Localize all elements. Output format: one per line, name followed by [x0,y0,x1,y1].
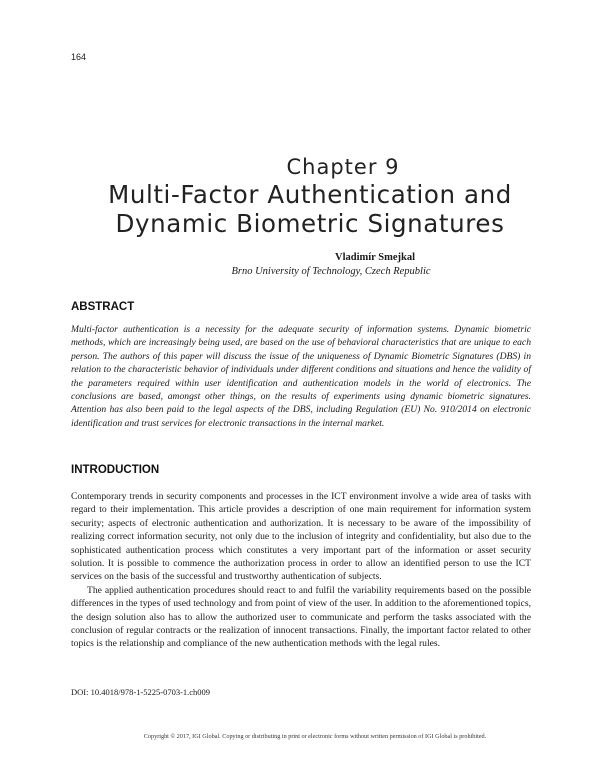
author-name: Vladimír Smejkal [334,252,416,263]
doi: DOI: 10.4018/978-1-5225-0703-1.ch009 [71,687,211,697]
introduction-paragraph-2: The applied authentication procedures should react to and fulfil the variability requirements based on the possible differences in the types of used technology and from point of view of the user. In addition to the aforementioned topics, the design solution also has to allow the authorized user to communicate and perform the tasks associated with the conclusion of regular contracts or the realization of innocent transactions. Finally, the important factor related to other topics is the relationship and compliance of the new authentication methods with the legal rules. [71,584,531,650]
chapter-title-line-2: Dynamic Biometric Signatures [115,209,505,238]
author-affiliation: Brno University of Technology, Czech Republic [231,266,431,277]
chapter-label: Chapter 9 [286,155,400,179]
introduction-paragraph-1: Contemporary trends in security components and processes in the ICT environment involve a wide area of tasks with regard to their implementation. This article provides a description of one main requirement for information system security; aspects of electronic authentication and authorization. It is necessary to be aware of the impossibility of realizing correct information security, not only due to the inclusion of integrity and confidentiality, but also due to the sophisticated authentication process which constitutes a very important part of the information or asset security solution. It is possible to commence the authorization process in order to allow an identified person to use the ICT services on the basis of the successful and trustworthy authentication of subjects. [71,491,531,583]
copyright-notice: Copyright © 2017, IGI Global. Copying or distributing in print or electronic forms without written permission of IGI Global is prohibited. [143,733,487,740]
page-number: 164 [71,52,87,62]
chapter-title-line-1: Multi-Factor Authentication and [108,180,512,209]
abstract-heading: ABSTRACT [71,301,135,313]
introduction-heading: INTRODUCTION [71,464,160,476]
chapter-title [40,180,580,238]
abstract-text: Multi-factor authentication is a necessity for the adequate security of information systems. Dynamic biometric methods, which are increasingly being used, are based on the use of behavioral characteristics that are unique to each person. The authors of this paper will discuss the issue of the uniqueness of Dynamic Biometric Signatures (DBS) in relation to the characteristic behavior of individuals under different conditions and situations and hence the validity of the parameters required within user identification and authentication models in the world of electronics. The conclusions are based, amongst other things, on the results of experiments using dynamic biometric signatures. Attention has also been paid to the legal aspects of the DBS, including Regulation (EU) No. 910/2014 on electronic identification and trust services for electronic transactions in the internal market. [71,324,531,429]
introduction-body [71,490,531,651]
